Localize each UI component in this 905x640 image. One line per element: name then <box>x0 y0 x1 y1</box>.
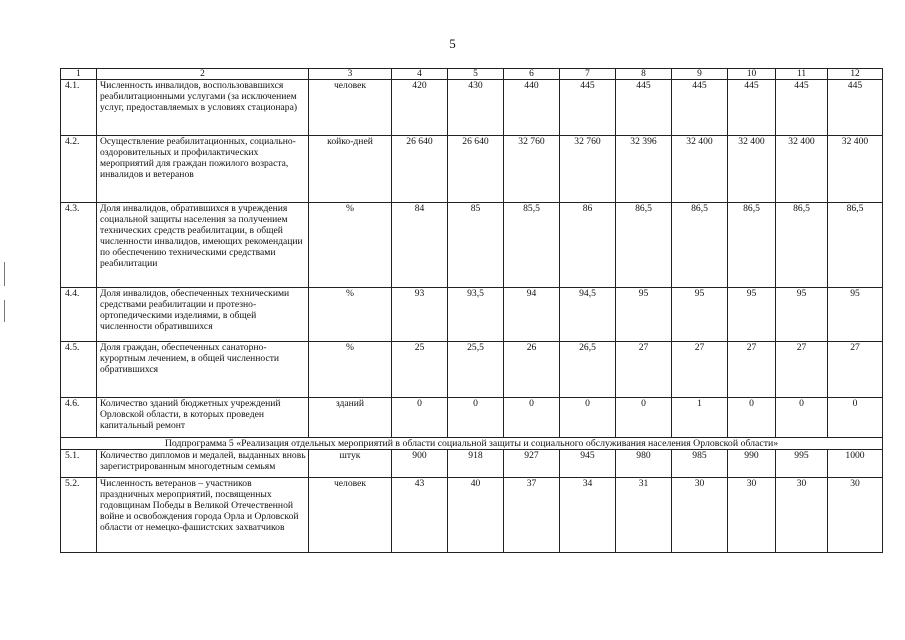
column-number-10: 10 <box>728 69 776 80</box>
subprogram-title: Подпрограмма 5 «Реализация отдельных мероприятий в области социальной защиты и социального обслуживания населения Орловской области» <box>61 438 883 450</box>
value-cell: 985 <box>672 450 728 478</box>
unit-of-measure: койко-дней <box>309 136 392 203</box>
value-cell: 32 760 <box>560 136 616 203</box>
table-row <box>61 288 883 342</box>
value-cell: 927 <box>504 450 560 478</box>
value-cell: 440 <box>504 80 560 136</box>
value-cell: 25 <box>392 342 448 398</box>
value-cell: 86,5 <box>776 203 828 288</box>
value-cell: 445 <box>672 80 728 136</box>
value-cell: 30 <box>728 478 776 553</box>
column-number-6: 6 <box>504 69 560 80</box>
value-cell: 30 <box>776 478 828 553</box>
value-cell: 445 <box>828 80 883 136</box>
column-number-8: 8 <box>616 69 672 80</box>
value-cell: 27 <box>728 342 776 398</box>
value-cell: 95 <box>828 288 883 342</box>
indicator-name: Доля инвалидов, обратившихся в учреждения социальной защиты населения за получением технических средств реабилитации, в общей численности инвалидов, имеющих рекомендации по обеспечению техническими средствами реабилитации <box>97 203 309 288</box>
value-cell: 27 <box>616 342 672 398</box>
value-cell: 420 <box>392 80 448 136</box>
value-cell: 27 <box>828 342 883 398</box>
value-cell: 86,5 <box>616 203 672 288</box>
table-row <box>61 342 883 398</box>
value-cell: 30 <box>828 478 883 553</box>
value-cell: 40 <box>448 478 504 553</box>
column-number-3: 3 <box>309 69 392 80</box>
column-number-7: 7 <box>560 69 616 80</box>
table-header-row <box>61 69 883 80</box>
value-cell: 0 <box>776 398 828 438</box>
value-cell: 93 <box>392 288 448 342</box>
table-row <box>61 136 883 203</box>
value-cell: 445 <box>616 80 672 136</box>
value-cell: 94,5 <box>560 288 616 342</box>
unit-of-measure: % <box>309 342 392 398</box>
unit-of-measure: штук <box>309 450 392 478</box>
value-cell: 980 <box>616 450 672 478</box>
table-row <box>61 80 883 136</box>
value-cell: 0 <box>448 398 504 438</box>
row-number: 5.1. <box>61 450 97 478</box>
indicator-name: Доля граждан, обеспеченных санаторно-курортным лечением, в общей численности обратившихся <box>97 342 309 398</box>
value-cell: 0 <box>728 398 776 438</box>
row-number: 4.3. <box>61 203 97 288</box>
value-cell: 95 <box>616 288 672 342</box>
value-cell: 93,5 <box>448 288 504 342</box>
value-cell: 86,5 <box>828 203 883 288</box>
indicator-name: Количество зданий бюджетных учреждений Орловской области, в которых проведен капитальный ремонт <box>97 398 309 438</box>
table-row <box>61 203 883 288</box>
value-cell: 918 <box>448 450 504 478</box>
value-cell: 945 <box>560 450 616 478</box>
value-cell: 37 <box>504 478 560 553</box>
value-cell: 32 400 <box>828 136 883 203</box>
value-cell: 32 400 <box>776 136 828 203</box>
column-number-5: 5 <box>448 69 504 80</box>
unit-of-measure: человек <box>309 478 392 553</box>
value-cell: 27 <box>776 342 828 398</box>
value-cell: 0 <box>616 398 672 438</box>
value-cell: 32 760 <box>504 136 560 203</box>
value-cell: 445 <box>776 80 828 136</box>
indicator-name: Осуществление реабилитационных, социально-оздоровительных и профилактических мероприятий для граждан пожилого возраста, инвалидов и ветеранов <box>97 136 309 203</box>
value-cell: 86,5 <box>672 203 728 288</box>
table-row <box>61 450 883 478</box>
value-cell: 1000 <box>828 450 883 478</box>
value-cell: 85 <box>448 203 504 288</box>
unit-of-measure: % <box>309 288 392 342</box>
value-cell: 95 <box>728 288 776 342</box>
unit-of-measure: зданий <box>309 398 392 438</box>
value-cell: 31 <box>616 478 672 553</box>
page-number: 5 <box>449 36 456 51</box>
value-cell: 84 <box>392 203 448 288</box>
table-row <box>61 478 883 553</box>
indicator-name: Доля инвалидов, обеспеченных техническими средствами реабилитации и протезно-ортопедическими изделиями, в общей численности обратившихся <box>97 288 309 342</box>
value-cell: 32 400 <box>672 136 728 203</box>
value-cell: 95 <box>776 288 828 342</box>
value-cell: 85,5 <box>504 203 560 288</box>
row-number: 4.4. <box>61 288 97 342</box>
column-number-11: 11 <box>776 69 828 80</box>
scan-artifact <box>4 262 5 286</box>
value-cell: 95 <box>672 288 728 342</box>
row-number: 5.2. <box>61 478 97 553</box>
value-cell: 26 640 <box>448 136 504 203</box>
row-number: 4.2. <box>61 136 97 203</box>
value-cell: 34 <box>560 478 616 553</box>
column-number-9: 9 <box>672 69 728 80</box>
unit-of-measure: % <box>309 203 392 288</box>
value-cell: 86 <box>560 203 616 288</box>
indicators-table <box>60 68 883 553</box>
row-number: 4.1. <box>61 80 97 136</box>
scan-artifact <box>4 300 5 322</box>
indicator-name: Численность инвалидов, воспользовавшихся реабилитационными услугами (за исключением услуг, предоставляемых в условиях стационара) <box>97 80 309 136</box>
value-cell: 445 <box>560 80 616 136</box>
value-cell: 32 396 <box>616 136 672 203</box>
value-cell: 86,5 <box>728 203 776 288</box>
value-cell: 26 <box>504 342 560 398</box>
value-cell: 27 <box>672 342 728 398</box>
value-cell: 1 <box>672 398 728 438</box>
value-cell: 26,5 <box>560 342 616 398</box>
value-cell: 43 <box>392 478 448 553</box>
value-cell: 25,5 <box>448 342 504 398</box>
value-cell: 0 <box>560 398 616 438</box>
subprogram-row <box>61 438 883 450</box>
row-number: 4.6. <box>61 398 97 438</box>
column-number-12: 12 <box>828 69 883 80</box>
column-number-1: 1 <box>61 69 97 80</box>
value-cell: 900 <box>392 450 448 478</box>
value-cell: 995 <box>776 450 828 478</box>
value-cell: 94 <box>504 288 560 342</box>
value-cell: 30 <box>672 478 728 553</box>
value-cell: 0 <box>392 398 448 438</box>
column-number-2: 2 <box>97 69 309 80</box>
value-cell: 430 <box>448 80 504 136</box>
column-number-4: 4 <box>392 69 448 80</box>
table-row <box>61 398 883 438</box>
value-cell: 0 <box>828 398 883 438</box>
value-cell: 990 <box>728 450 776 478</box>
value-cell: 445 <box>728 80 776 136</box>
indicator-name: Количество дипломов и медалей, выданных вновь зарегистрированным многодетным семьям <box>97 450 309 478</box>
value-cell: 0 <box>504 398 560 438</box>
unit-of-measure: человек <box>309 80 392 136</box>
value-cell: 32 400 <box>728 136 776 203</box>
value-cell: 26 640 <box>392 136 448 203</box>
indicator-name: Численность ветеранов – участников праздничных мероприятий, посвященных годовщинам Победы в Великой Отечественной войне и освобождения города Орла и Орловской области от немецко-фашистских захватчиков <box>97 478 309 553</box>
row-number: 4.5. <box>61 342 97 398</box>
